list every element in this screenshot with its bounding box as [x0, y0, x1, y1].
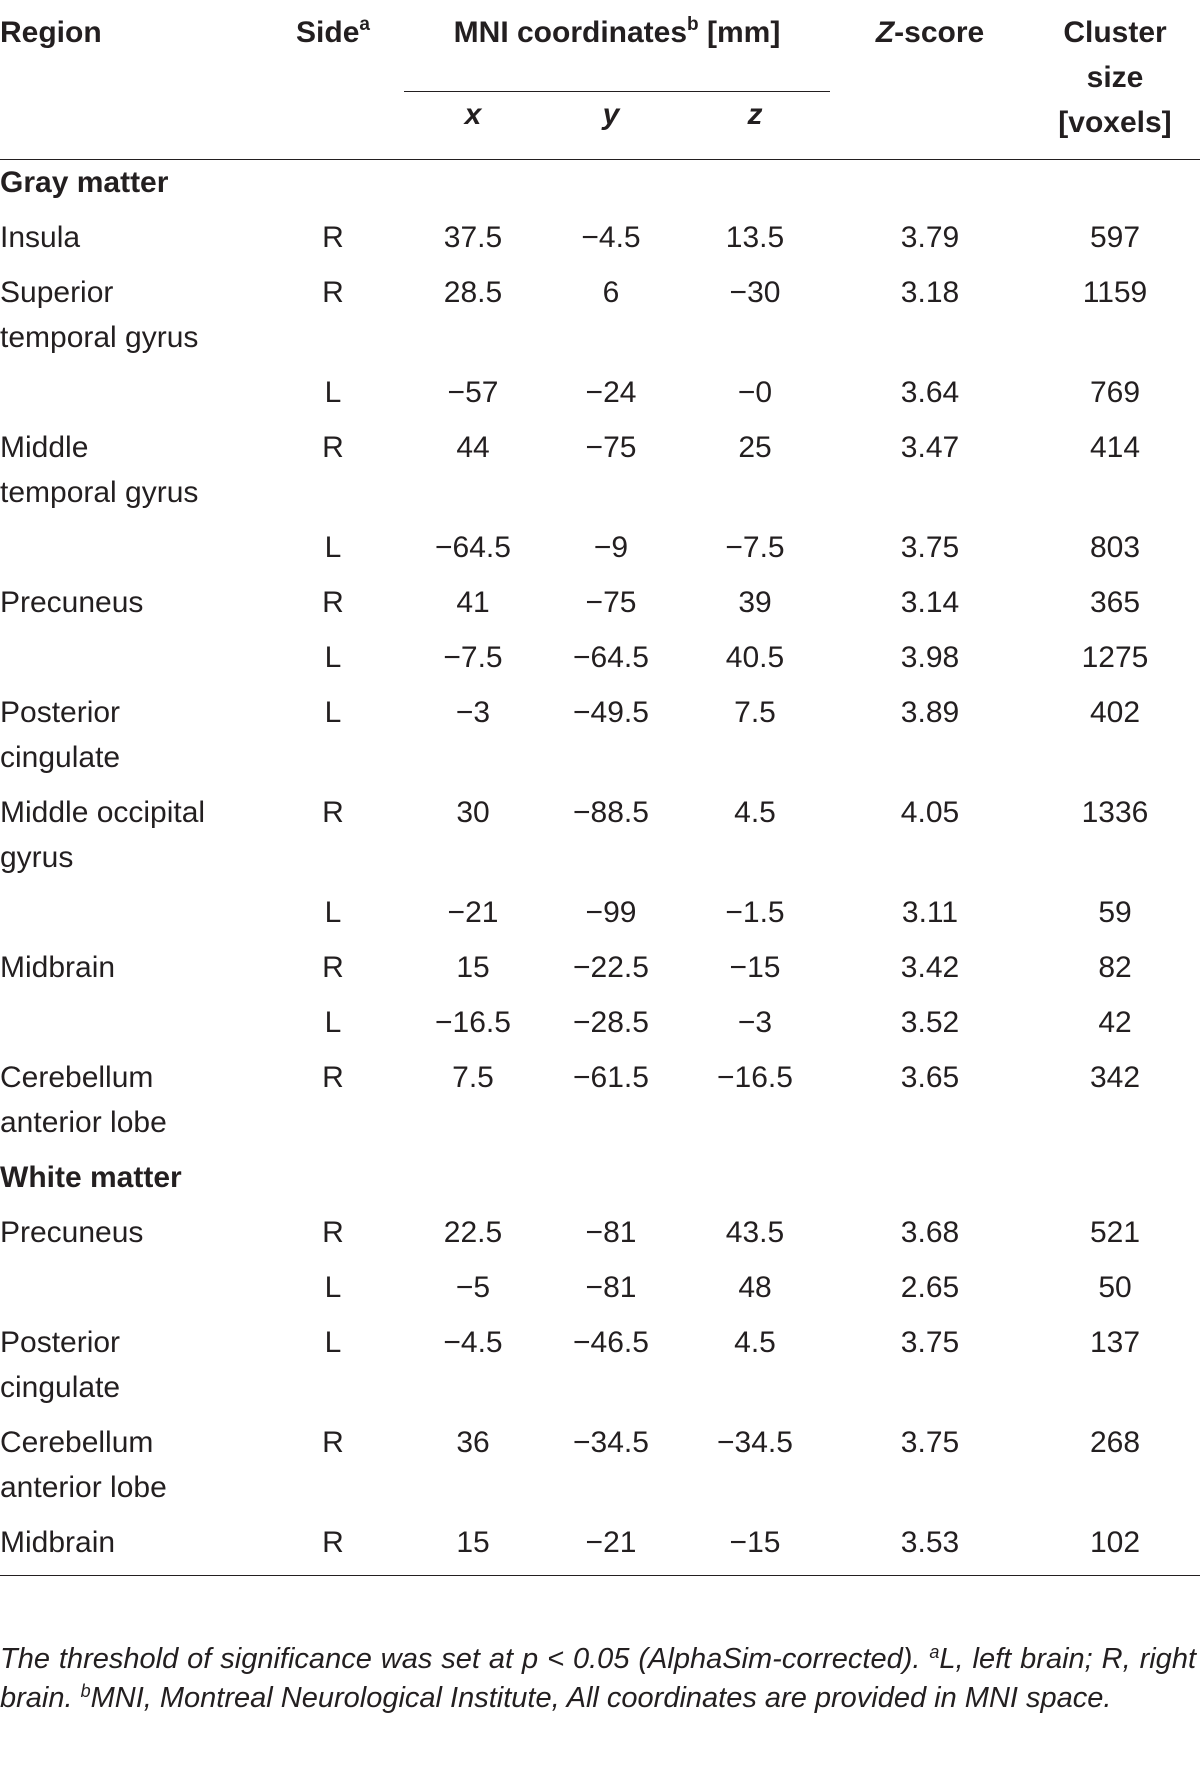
cell-side: R	[262, 1520, 404, 1576]
cell-region	[0, 1000, 262, 1055]
table-row	[0, 1210, 1200, 1265]
cell-side: L	[324, 896, 342, 929]
cell-region: Cerebellum anterior lobe	[0, 1061, 167, 1139]
cell-y: −28.5	[573, 1006, 649, 1039]
cell-z: −34.5	[717, 1426, 793, 1459]
table-row	[0, 890, 1200, 945]
header-row-top	[0, 10, 1200, 92]
cell-y: −46.5	[573, 1326, 649, 1359]
table-row	[0, 370, 1200, 425]
cell-cluster: 137	[1089, 1326, 1141, 1359]
cell-side: L	[324, 1271, 342, 1304]
cell-region: Superior temporal gyrus	[0, 276, 199, 354]
cell-y: −24	[585, 376, 637, 409]
cell-z: 43.5	[725, 1216, 785, 1249]
cell-zscore: 3.52	[900, 1006, 960, 1039]
table-body	[0, 160, 1200, 1576]
table-row	[0, 525, 1200, 580]
cell-cluster: 59	[1098, 896, 1132, 929]
cell-cluster: 268	[1089, 1426, 1141, 1459]
cell-x: 37.5	[443, 221, 503, 254]
cell-x: 41	[456, 586, 490, 619]
table-row	[0, 945, 1200, 1000]
cell-zscore: 3.75	[900, 1326, 960, 1359]
cell-region: Precuneus	[0, 586, 144, 619]
cell-cluster: 597	[1089, 221, 1141, 254]
cell-cluster: 82	[1098, 951, 1132, 984]
cell-zscore: 3.89	[900, 696, 960, 729]
cell-x: −7.5	[443, 641, 503, 674]
cell-zscore: 3.14	[900, 586, 960, 619]
cell-zscore: 3.79	[900, 221, 960, 254]
header-z: z	[680, 92, 830, 160]
header-mni-coordinates: MNI coordinates$^b$ [mm]	[404, 10, 830, 92]
cell-x: −16.5	[435, 1006, 511, 1039]
cell-cluster: 102	[1030, 1520, 1200, 1576]
cell-side: R	[322, 1216, 344, 1249]
cell-y: −49.5	[573, 696, 649, 729]
cell-z: −3	[737, 1006, 773, 1039]
cell-z: 4.5	[734, 1326, 776, 1359]
cell-cluster: 1275	[1081, 641, 1149, 674]
header-side: Side$^a$	[296, 14, 370, 49]
cell-side: L	[324, 696, 342, 729]
cell-y: −99	[585, 896, 637, 929]
section-row	[0, 1155, 1200, 1210]
cell-zscore: 3.47	[900, 431, 960, 464]
section-row	[0, 160, 1200, 216]
cell-cluster: 521	[1089, 1216, 1141, 1249]
cell-zscore: 3.75	[900, 531, 960, 564]
table-row	[0, 1420, 1200, 1520]
cell-cluster: 1336	[1081, 796, 1149, 829]
cell-side: L	[324, 1006, 342, 1039]
table-row	[0, 1520, 1200, 1576]
cell-z: −15	[729, 951, 781, 984]
cell-side: L	[324, 376, 342, 409]
table-row	[0, 1055, 1200, 1155]
cell-zscore: 2.65	[900, 1271, 960, 1304]
side-footnote-marker: a	[359, 14, 370, 35]
cell-cluster: 414	[1089, 431, 1141, 464]
cell-zscore: 3.68	[900, 1216, 960, 1249]
cell-y: −4.5	[581, 221, 641, 254]
cell-side: R	[322, 1426, 344, 1459]
cell-z: 40.5	[725, 641, 785, 674]
cell-z: 39	[738, 586, 772, 619]
cell-region: Middle occipital gyrus	[0, 796, 206, 874]
cell-y: −22.5	[573, 951, 649, 984]
table-row	[0, 215, 1200, 270]
cell-x: 28.5	[443, 276, 503, 309]
results-table	[0, 10, 1200, 1576]
cell-y: −9	[593, 531, 629, 564]
cell-x: 36	[456, 1426, 490, 1459]
cell-x: 7.5	[452, 1061, 494, 1094]
table-row	[0, 580, 1200, 635]
cell-x: 30	[456, 796, 490, 829]
table-row	[0, 1265, 1200, 1320]
section-title: Gray matter	[0, 166, 169, 199]
cell-cluster: 1159	[1082, 276, 1148, 309]
cell-x: 15	[456, 951, 490, 984]
cell-region: Cerebellum anterior lobe	[0, 1426, 167, 1504]
table-row	[0, 425, 1200, 525]
cell-region	[0, 370, 262, 425]
cell-cluster: 402	[1089, 696, 1141, 729]
cell-z: 48	[738, 1271, 772, 1304]
cell-zscore: 3.64	[900, 376, 960, 409]
cell-region: Midbrain	[0, 1520, 262, 1576]
cell-side: R	[322, 796, 344, 829]
cell-region	[0, 525, 262, 580]
cell-cluster: 42	[1098, 1006, 1132, 1039]
cell-z: 25	[738, 431, 772, 464]
cell-y: −88.5	[573, 796, 649, 829]
cell-zscore: 3.65	[900, 1061, 960, 1094]
cell-x: 44	[456, 431, 490, 464]
cell-side: L	[324, 531, 342, 564]
cell-z: −30	[729, 276, 781, 309]
cell-z: 4.5	[734, 796, 776, 829]
cell-region	[0, 890, 262, 945]
cell-region: Precuneus	[0, 1216, 144, 1249]
cell-zscore: 3.53	[830, 1520, 1030, 1576]
cell-region: Posterior cingulate	[0, 696, 121, 774]
cell-z: 13.5	[725, 221, 785, 254]
cell-x: 15	[404, 1520, 542, 1576]
table-row	[0, 790, 1200, 890]
cell-y: −34.5	[573, 1426, 649, 1459]
cell-x: −21	[447, 896, 499, 929]
cell-side: L	[324, 641, 342, 674]
cell-cluster: 769	[1089, 376, 1141, 409]
cell-zscore: 3.75	[900, 1426, 960, 1459]
cell-x: −5	[455, 1271, 491, 1304]
cell-zscore: 3.98	[900, 641, 960, 674]
cell-side: R	[322, 431, 344, 464]
cell-x: −64.5	[435, 531, 511, 564]
cell-zscore: 4.05	[900, 796, 960, 829]
cell-zscore: 3.18	[900, 276, 960, 309]
cell-cluster: 50	[1098, 1271, 1132, 1304]
cell-side: L	[324, 1326, 342, 1359]
header-cluster-size: Cluster size [voxels]	[1030, 10, 1200, 160]
cell-side: R	[322, 586, 344, 619]
mni-footnote-marker: b	[687, 14, 699, 35]
cell-y: −21	[542, 1520, 680, 1576]
cell-side: R	[322, 951, 344, 984]
cell-y: −81	[585, 1271, 637, 1304]
cell-side: R	[322, 276, 344, 309]
cell-z: −15	[680, 1520, 830, 1576]
cell-y: −61.5	[573, 1061, 649, 1094]
cell-x: −57	[447, 376, 499, 409]
cell-y: −64.5	[573, 641, 649, 674]
table-row	[0, 690, 1200, 790]
header-row-axes	[0, 92, 1200, 160]
table-row	[0, 635, 1200, 690]
cell-x: 22.5	[443, 1216, 503, 1249]
cell-y: 6	[602, 276, 620, 309]
cell-y: −75	[585, 586, 637, 619]
cell-region: Midbrain	[0, 951, 116, 984]
header-region: Region	[0, 16, 102, 49]
cell-y: −81	[585, 1216, 637, 1249]
cell-region: Posterior cingulate	[0, 1326, 121, 1404]
cell-z: −16.5	[717, 1061, 793, 1094]
cell-x: −3	[455, 696, 491, 729]
cell-z: −0	[737, 376, 773, 409]
cell-z: 7.5	[734, 696, 776, 729]
cell-side: R	[322, 1061, 344, 1094]
header-x: x	[404, 92, 542, 160]
section-title: White matter	[0, 1161, 182, 1194]
cell-z: −7.5	[725, 531, 785, 564]
cell-cluster: 803	[1089, 531, 1141, 564]
cell-zscore: 3.42	[900, 951, 960, 984]
cell-region	[0, 635, 262, 690]
header-zscore: Z-score	[875, 16, 985, 49]
cell-region: Middle temporal gyrus	[0, 431, 199, 509]
table-row	[0, 270, 1200, 370]
cell-cluster: 365	[1089, 586, 1141, 619]
cell-cluster: 342	[1089, 1061, 1141, 1094]
cell-y: −75	[585, 431, 637, 464]
table-row	[0, 1000, 1200, 1055]
cell-side: R	[322, 221, 344, 254]
cell-z: −1.5	[725, 896, 785, 929]
cell-x: −4.5	[443, 1326, 503, 1359]
cell-zscore: 3.11	[901, 896, 959, 929]
table-row	[0, 1320, 1200, 1420]
header-y: y	[542, 92, 680, 160]
table-footnote: The threshold of significance was set at p < 0.05 (AlphaSim-corrected). $^a$L, left brain; R, right brain. $^b$MNI, Montreal Neurological Institute, All coordinates are provided in MNI space.	[0, 1642, 1197, 1714]
cell-region: Insula	[0, 221, 81, 254]
cell-region	[0, 1265, 262, 1320]
